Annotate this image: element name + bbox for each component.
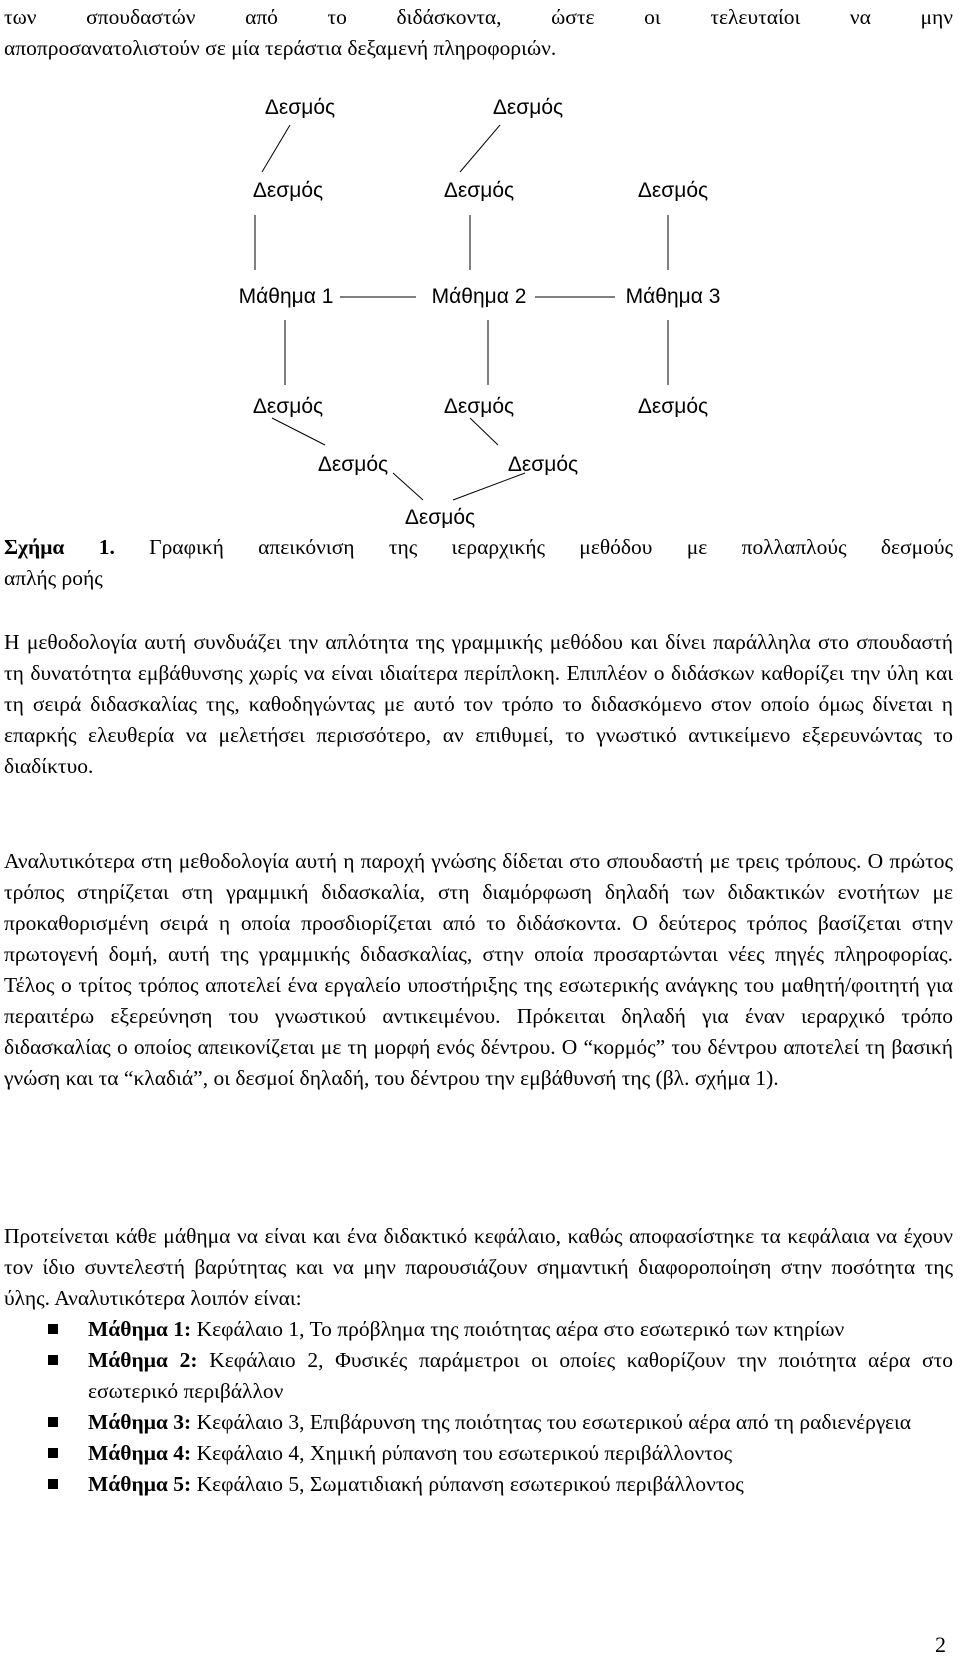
hierarchy-diagram (0, 0, 960, 530)
list-item-text: Κεφάλαιο 5, Σωματιδιακή ρύπανση εσωτερικού περιβάλλοντος (196, 1472, 744, 1496)
diagram-node-label: Δεσμός (252, 179, 324, 202)
diagram-node-label: Δεσμός (637, 395, 709, 418)
list-item-text: Κεφάλαιο 2, Φυσικές παράμετροι οι οποίες καθορίζουν την ποιότητα αέρα στο εσωτερικό περιβάλλον (88, 1348, 954, 1403)
diagram-node-label: Δεσμός (443, 179, 515, 202)
lesson-node-label: Μάθημα 1 (238, 285, 334, 308)
square-bullet-icon (48, 1479, 58, 1489)
list-item (4, 1345, 953, 1407)
list-item-label: Μάθημα 3: (88, 1410, 192, 1434)
diagram-edge (262, 125, 290, 172)
list-item (4, 1314, 953, 1345)
diagram-edge (470, 418, 498, 445)
page-number: 2 (935, 1632, 946, 1657)
list-item-text: Κεφάλαιο 3, Επιβάρυνση της ποιότητας του εσωτερικού αέρα από τη ραδιενέργεια (196, 1410, 912, 1434)
diagram-node-label: Δεσμός (404, 506, 476, 529)
diagram-edge (460, 125, 500, 172)
paragraph: Προτείνεται κάθε μάθημα να είναι και ένα διδακτικό κεφάλαιο, καθώς αποφασίστηκε τα κεφάλαια να έχουν τον ίδιο συντελεστή βαρύτητας και να μην παρουσιάζουν σημαντική διαφοροποίηση στην ποσότητα της ύλης. Αναλυτικότερα λοιπόν είναι: (4, 1224, 953, 1310)
list-item-label: Μάθημα 1: (88, 1317, 192, 1341)
square-bullet-icon (48, 1355, 58, 1365)
list-item-text: Κεφάλαιο 1, Το πρόβλημα της ποιότητας αέρα στο εσωτερικό των κτηρίων (196, 1317, 845, 1341)
lesson-list (4, 1314, 953, 1500)
list-item-label: Μάθημα 2: (88, 1348, 198, 1372)
figure-caption-label: Σχήμα 1. (4, 535, 115, 559)
diagram-node-label: Δεσμός (443, 395, 515, 418)
diagram-node-label: Δεσμός (637, 179, 709, 202)
square-bullet-icon (48, 1324, 58, 1334)
diagram-edge (453, 473, 525, 500)
diagram-node-label: Δεσμός (264, 96, 336, 119)
diagram-node-label: Δεσμός (317, 453, 389, 476)
square-bullet-icon (48, 1417, 58, 1427)
figure-caption-text: Γραφική απεικόνιση της ιεραρχικής μεθόδου με πολλαπλούς δεσμούς (149, 535, 954, 559)
text-line: των σπουδαστών από το διδάσκοντα, ώστε οι τελευταίοι να μην (4, 5, 953, 29)
figure-caption-continuation: απλής ροής (4, 566, 103, 590)
diagram-edge (272, 418, 325, 445)
diagram-edge (393, 473, 423, 500)
list-item (4, 1438, 953, 1469)
list-item (4, 1407, 953, 1438)
diagram-node-label: Δεσμός (252, 395, 324, 418)
lesson-node-label: Μάθημα 2 (431, 285, 527, 308)
lesson-node-label: Μάθημα 3 (625, 285, 721, 308)
paragraph: Αναλυτικότερα στη μεθοδολογία αυτή η παροχή γνώσης δίδεται στο σπουδαστή με τρεις τρόπους. Ο πρώτος τρόπος στηρίζεται στη γραμμική διδασκαλία, στη διαμόρφωση δηλαδή των διδακτικών ενοτήτων με προκαθορισμένη σειρά η οποία προσδιορίζεται από το διδάσκοντα. Ο δεύτερος τρόπος βασίζεται στην πρωτογενή δομή, αυτή της γραμμικής διδασκαλίας, στην οποία προσαρτώνται νέες πηγές πληροφορίας. Τέλος ο τρίτος τρόπος αποτελεί ένα εργαλείο υποστήριξης της εσωτερικής ανάγκης του μαθητή/φοιτητή για περαιτέρω εξερεύνηση του γνωστικού αντικειμένου. Πρόκειται δηλαδή για έναν ιεραρχικό τρόπο διδασκαλίας ο οποίος απεικονίζεται με τη μορφή ενός δέντρου. Ο “κορμός” του δέντρου αποτελεί τη βασική γνώση και τα “κλαδιά”, οι δεσμοί δηλαδή, του δέντρου την εμβάθυνσή της (βλ. σχήμα 1). (4, 849, 953, 1090)
diagram-node-label: Δεσμός (507, 453, 579, 476)
text-line: αποπροσανατολιστούν σε μία τεράστια δεξαμενή πληροφοριών. (4, 36, 557, 60)
list-item-label: Μάθημα 5: (88, 1472, 192, 1496)
square-bullet-icon (48, 1448, 58, 1458)
list-item (4, 1469, 953, 1500)
diagram-node-label: Δεσμός (492, 96, 564, 119)
list-item-text: Κεφάλαιο 4, Χημική ρύπανση του εσωτερικού περιβάλλοντος (196, 1441, 733, 1465)
figure-caption (4, 532, 953, 563)
list-item-label: Μάθημα 4: (88, 1441, 192, 1465)
paragraph: Η μεθοδολογία αυτή συνδυάζει την απλότητα της γραμμικής μεθόδου και δίνει παράλληλα στο σπουδαστή τη δυνατότητα εμβάθυνσης χωρίς να είναι ιδιαίτερα περίπλοκη. Επιπλέον ο διδάσκων καθορίζει την ύλη και τη σειρά διδασκαλίας της, καθοδηγώντας με αυτό τον τρόπο το διδασκόμενο στον οποίο όμως δίνεται η επαρκής ελευθερία να μελετήσει περισσότερο, αν επιθυμεί, το γνωστικό αντικείμενο εξερευνώντας το διαδίκτυο. (4, 630, 953, 778)
